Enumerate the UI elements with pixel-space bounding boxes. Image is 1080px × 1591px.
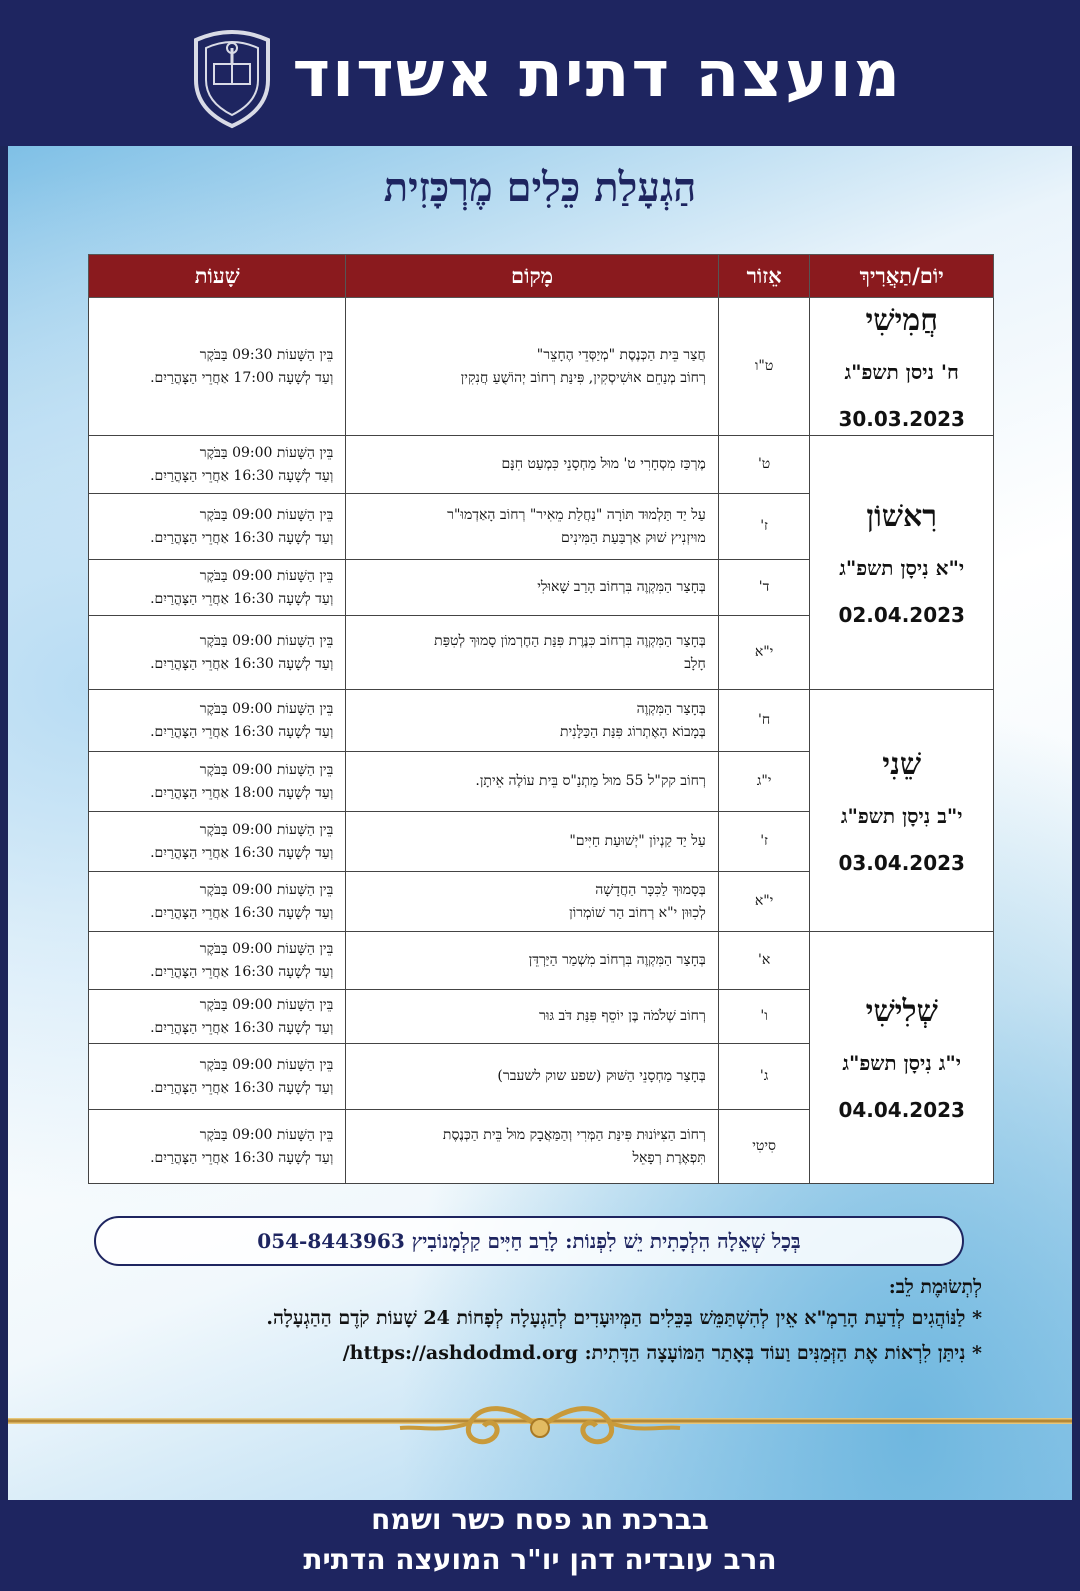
hebrew-date: י"א נִיסָן תשפ"ג <box>839 555 965 580</box>
hebrew-date: י"ב נִיסָן תשפ"ג <box>840 803 963 828</box>
council-shield-logo <box>182 18 282 130</box>
hours-cell <box>89 812 346 872</box>
hours-start: בֵּין הַשָּׁעוֹת 09:00 בַּבֹּקֶר <box>199 940 334 957</box>
hours-cell <box>89 494 346 560</box>
header-hours: שָׁעוֹת <box>89 255 346 298</box>
schedule-table <box>88 254 994 1184</box>
area-cell: ז' <box>718 812 810 872</box>
place-cell <box>346 436 718 494</box>
hours-start: בֵּין הַשָּׁעוֹת 09:00 בַּבֹּקֶר <box>199 506 334 523</box>
hours-start: בֵּין הַשָּׁעוֹת 09:00 בַּבֹּקֶר <box>199 567 334 584</box>
day-name: שְׁלִישִׁי <box>865 993 938 1029</box>
hours-start: בֵּין הַשָּׁעוֹת 09:00 בַּבֹּקֶר <box>199 821 334 838</box>
place-line: רְחוֹב שְׁלֹמֹה בֶּן יוֹסֵף פִּנַּת דֹּב גּוּר <box>539 1008 706 1024</box>
day-name: שֵׁנִי <box>882 746 922 782</box>
hours-end: וְעַד לְשָׁעָה 16:30 אַחֲרֵי הַצָּהֳרַיִם. <box>150 963 334 980</box>
content-panel <box>8 146 1072 1500</box>
place-line: בְּחָצַר הַמִּקְוֶה <box>636 700 706 717</box>
footer-signature: הרב עובדיה דהן יו"ר המועצה הדתית <box>303 1543 777 1576</box>
hours-end: וְעַד לְשָׁעָה 16:30 אַחֲרֵי הַצָּהֳרַיִם. <box>150 655 334 672</box>
hours-start: בֵּין הַשָּׁעוֹת 09:00 בַּבֹּקֶר <box>199 881 334 898</box>
place-line: בְּחָצַר הַמִּקְוֶה בִּרְחוֹב כִּנֶּרֶת פִּנַּת הַחֶרְמוֹן סָמוּךְ לְטִפַּת <box>434 632 706 649</box>
area-cell: י"א <box>718 872 810 932</box>
day-cell <box>810 298 994 436</box>
area-cell: י"ג <box>718 752 810 812</box>
footer <box>0 1500 1080 1591</box>
note-line: * לַנּוֹהֲגִים לְדַעַת הָרַמְ"א אֵין לְהִשְׁתַּמֵּשׁ בַּכֵּלִים הַמְּיוּעָדִים לְהַגְעָלָה לְפָחוֹת 24 שָׁעוֹת קֹדֶם הַהַגְעָלָה. <box>266 1307 982 1329</box>
place-cell <box>346 752 718 812</box>
gregorian-date: 03.04.2023 <box>838 850 965 875</box>
hours-end: וְעַד לְשָׁעָה 16:30 אַחֲרֵי הַצָּהֳרַיִם. <box>150 467 334 484</box>
day-cell <box>810 932 994 1184</box>
header-place: מָקוֹם <box>346 255 718 298</box>
hours-cell <box>89 690 346 752</box>
hours-end: וְעַד לְשָׁעָה 16:30 אַחֲרֵי הַצָּהֳרַיִם. <box>150 844 334 861</box>
header-day: יוֹם/תַאֲרִיךְ <box>810 255 994 298</box>
contact-banner: בְּכָל שְׁאֵלָה הִלְכָתִית יֵשׁ לִפְנוֹת: לָרַב חַיִּים קַלְמָנוֹבִיץ 054-8443963 <box>94 1216 964 1266</box>
place-cell <box>346 494 718 560</box>
hours-start: בֵּין הַשָּׁעוֹת 09:00 בַּבֹּקֶר <box>199 1056 334 1073</box>
place-cell <box>346 932 718 990</box>
hours-start: בֵּין הַשָּׁעוֹת 09:00 בַּבֹּקֶר <box>199 700 334 717</box>
hours-end: וְעַד לְשָׁעָה 16:30 אַחֲרֵי הַצָּהֳרַיִם. <box>150 723 334 740</box>
gregorian-date: 04.04.2023 <box>838 1097 965 1122</box>
day-name: רִאשׁוֹן <box>866 498 937 534</box>
area-cell: י"א <box>718 616 810 690</box>
day-cell <box>810 436 994 690</box>
hebrew-date: ח' ניסן תשפ"ג <box>844 359 959 384</box>
gold-ornament-icon <box>390 1398 690 1458</box>
gregorian-date: 02.04.2023 <box>838 602 965 627</box>
hours-cell <box>89 990 346 1044</box>
hours-end: וְעַד לְשָׁעָה 16:30 אַחֲרֵי הַצָּהֳרַיִם. <box>150 1149 334 1166</box>
place-line: עַל יַד קַנְיוֹן "יְשׁוּעַת חַיִּים" <box>569 833 706 849</box>
hours-end: וְעַד לְשָׁעָה 17:00 אַחֲרֵי הַצָּהֳרַיִם. <box>150 369 334 386</box>
hours-start: בֵּין הַשָּׁעוֹת 09:00 בַּבֹּקֶר <box>199 1126 334 1143</box>
place-line: בְּחָצַר מַחְסָנֵי הַשּׁוּק (שפע שוק לשעבר) <box>497 1068 706 1084</box>
gregorian-date: 30.03.2023 <box>838 406 965 431</box>
table-row <box>89 690 994 752</box>
hours-cell <box>89 436 346 494</box>
hours-cell <box>89 932 346 990</box>
place-line: חֲצַר בֵּית הַכְּנֶסֶת "מְיַסְּדֵי הֶחָצֵר" <box>536 346 706 363</box>
place-line: לְכִוּוּן י"א רְחוֹב הַר שׁוֹמְרוֹן <box>569 904 706 921</box>
hours-start: בֵּין הַשָּׁעוֹת 09:30 בַּבֹּקֶר <box>199 346 334 363</box>
place-line: רְחוֹב הַצִּיּוֹנוּת פִּינַּת הַמְּרִי וְהַמַּאֲבָק מוּל בֵּית הַכְּנֶסֶת <box>442 1126 706 1143</box>
place-cell <box>346 872 718 932</box>
header <box>0 0 1080 146</box>
table-header-row <box>89 255 994 298</box>
place-cell <box>346 1110 718 1184</box>
hours-cell <box>89 1110 346 1184</box>
area-cell: א' <box>718 932 810 990</box>
hours-start: בֵּין הַשָּׁעוֹת 09:00 בַּבֹּקֶר <box>199 996 334 1013</box>
header-area: אֵזוֹר <box>718 255 810 298</box>
area-cell: ו' <box>718 990 810 1044</box>
hours-cell <box>89 560 346 616</box>
area-cell: סִיטִי <box>718 1110 810 1184</box>
note-line: * נִיתַּן לִרְאוֹת אֶת הַזְּמַנִּים וַעוֹד בְּאָתַר הַמּוֹעָצָה הַדָּתִית: https://ashdodmd.org/ <box>342 1342 982 1364</box>
place-line: בְּסָמוּךְ לַכִּכָּר הַחֲדָשָׁה <box>595 881 706 898</box>
hours-start: בֵּין הַשָּׁעוֹת 09:00 בַּבֹּקֶר <box>199 444 334 461</box>
header-title: מועצה דתית אשדוד <box>292 38 902 112</box>
place-line: חָלָב <box>684 655 706 672</box>
area-cell: ד' <box>718 560 810 616</box>
place-cell <box>346 812 718 872</box>
place-line: רְחוֹב מְנַחֵם אוּשִׁיסְקִין, פִּינַּת רְחוֹב יְהוֹשֻׁעַ חֲנִקִין <box>460 369 706 386</box>
table-row <box>89 436 994 494</box>
area-cell: ט' <box>718 436 810 494</box>
place-cell <box>346 560 718 616</box>
place-line: מֶרְכַּז מִסְחָרִי ט' מוּל מַחְסָנֵי כִּמְעַט חִנָּם <box>501 456 706 472</box>
place-cell <box>346 690 718 752</box>
hours-end: וְעַד לְשָׁעָה 16:30 אַחֲרֵי הַצָּהֳרַיִם. <box>150 1019 334 1036</box>
hours-end: וְעַד לְשָׁעָה 16:30 אַחֲרֵי הַצָּהֳרַיִם. <box>150 529 334 546</box>
day-cell <box>810 690 994 932</box>
hours-end: וְעַד לְשָׁעָה 16:30 אַחֲרֵי הַצָּהֳרַיִם. <box>150 904 334 921</box>
footer-greeting: בברכת חג פסח כשר ושמח <box>371 1503 709 1536</box>
table-row <box>89 932 994 990</box>
hours-start: בֵּין הַשָּׁעוֹת 09:00 בַּבֹּקֶר <box>199 632 334 649</box>
place-line: רְחוֹב קק"ל 55 מוּל מַתְנַ"ס בֵּית עוֹלֶה אֵיתָן. <box>475 773 706 789</box>
hours-end: וְעַד לְשָׁעָה 16:30 אַחֲרֵי הַצָּהֳרַיִם. <box>150 1079 334 1096</box>
place-cell <box>346 1044 718 1110</box>
main-title: הַגְעָלַת כֵּלִים מֶרְכָּזִית <box>383 164 697 211</box>
day-name: חֲמִישִׁי <box>865 302 938 338</box>
place-line: בְּחָצַר הַמִּקְוֶה בִּרְחוֹב הָרַב שָׁאוּלִי <box>537 579 706 595</box>
place-line: מוּיזְנִיץ שׁוּק אַרְבַּעַת הַמִּינִים <box>561 529 706 546</box>
place-cell <box>346 616 718 690</box>
table-row <box>89 298 994 436</box>
hebrew-date: י"ג נִיסָן תשפ"ג <box>842 1050 962 1075</box>
area-cell: ח' <box>718 690 810 752</box>
hours-cell <box>89 298 346 436</box>
place-line: תִּפְאֶרֶת רְפָאֵל <box>632 1149 706 1166</box>
notes-section <box>82 1276 982 1377</box>
place-line: בְּמָבוֹא הָאֶתְרוֹג פִּנַּת הַכַּלָּנִית <box>559 723 706 740</box>
hours-cell <box>89 1044 346 1110</box>
area-cell: ז' <box>718 494 810 560</box>
hours-cell <box>89 616 346 690</box>
place-line: בְּחָצַר הַמִּקְוֶה בִּרְחוֹב מִשְׁמַר הַיַּרְדֵּן <box>528 952 706 968</box>
place-cell <box>346 298 718 436</box>
notes-label: לְתְשׂוּמֶת לֵב: <box>888 1276 982 1298</box>
area-cell: ט"ו <box>718 298 810 436</box>
place-cell <box>346 990 718 1044</box>
hours-end: וְעַד לְשָׁעָה 16:30 אַחֲרֵי הַצָּהֳרַיִם. <box>150 590 334 607</box>
hours-end: וְעַד לְשָׁעָה 18:00 אַחֲרֵי הַצָּהֳרַיִם. <box>150 784 334 801</box>
place-line: עַל יַד תַּלְמוּד תּוֹרָה "נַחֲלַת מֵאִיר" רְחוֹב הָאַדְמוּ"ר <box>447 506 706 523</box>
hours-start: בֵּין הַשָּׁעוֹת 09:00 בַּבֹּקֶר <box>199 761 334 778</box>
hours-cell <box>89 872 346 932</box>
area-cell: ג' <box>718 1044 810 1110</box>
hours-cell <box>89 752 346 812</box>
